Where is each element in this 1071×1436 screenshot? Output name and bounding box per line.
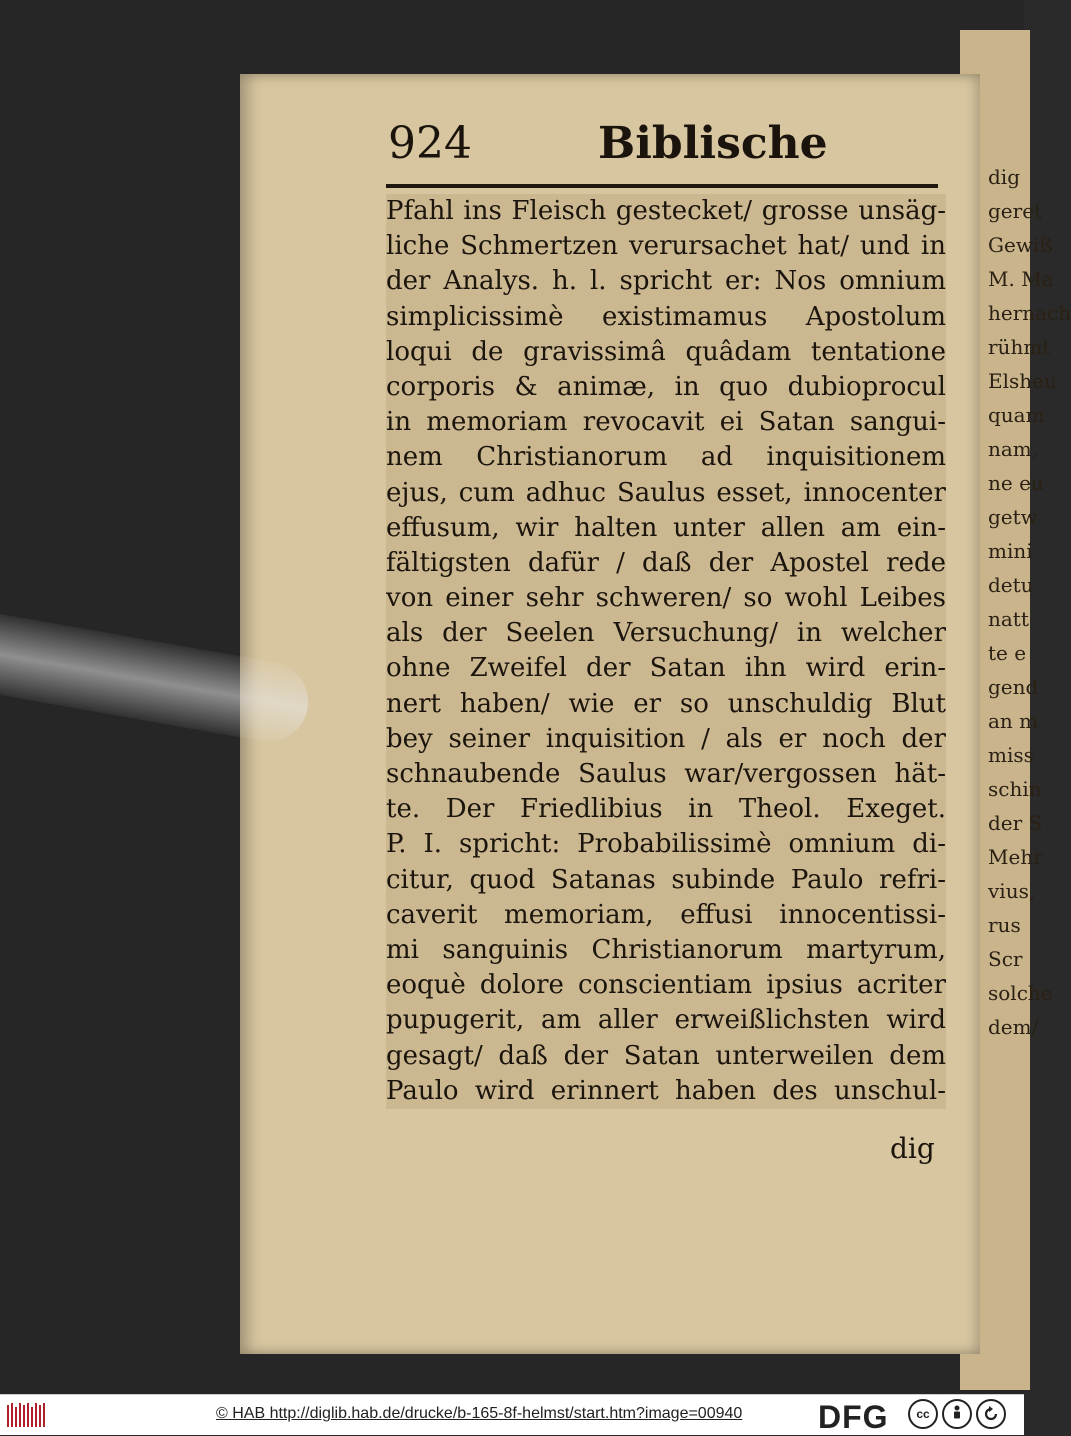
facing-page-line: detu [988, 573, 1034, 597]
by-icon [942, 1399, 972, 1431]
text-line: simplicissimè existimamus Apostolum [386, 301, 946, 332]
text-line: bey seiner inquisition / als er noch der [386, 723, 946, 754]
text-line: effusum, wir halten unter allen am ein- [386, 512, 946, 543]
facing-page-line: geret [988, 199, 1043, 223]
cc-icon: cc [908, 1399, 938, 1429]
facing-page-line: rus [988, 913, 1021, 937]
text-line: pupugerit, am aller erweißlichsten wird [386, 1005, 946, 1036]
text-line: liche Schmertzen verursachet hat/ und in [386, 231, 946, 262]
facing-page-line: te e [988, 641, 1027, 665]
header-rule [386, 184, 938, 188]
facing-page-line: Gewiß [988, 233, 1053, 257]
source-link[interactable]: © HAB http://diglib.hab.de/drucke/b-165-8f-helmst/start.htm?image=00940 [216, 1405, 743, 1422]
running-head [388, 118, 968, 178]
facing-page-line: gend [988, 675, 1039, 699]
text-line: citur, quod Satanas subinde Paulo refri- [386, 864, 946, 895]
facing-page-line: rühmt [988, 335, 1051, 359]
text-line: gesagt/ daß der Satan unterweilen dem [386, 1040, 946, 1071]
running-title: Biblische [598, 118, 828, 169]
facing-page-line: quam [988, 403, 1045, 427]
facing-page-line: miss [988, 743, 1034, 767]
text-line: mi sanguinis Christianorum martyrum, [386, 934, 946, 965]
facing-page-line: mini [988, 539, 1033, 563]
facing-page-line: schin [988, 777, 1042, 801]
facing-page-line: der S [988, 811, 1043, 835]
share-alike-icon [976, 1399, 1006, 1429]
text-line: als der Seelen Versuchung/ in welcher [386, 618, 946, 649]
text-line: ohne Zweifel der Satan ihn wird erin- [386, 653, 946, 684]
facing-page-line: nam, [988, 437, 1039, 461]
facing-page-line: dem/ [988, 1015, 1039, 1039]
text-line: nem Christianorum ad inquisitionem [386, 442, 946, 473]
hab-logo-icon [6, 1401, 46, 1429]
facing-page-line: M. Ma [988, 267, 1054, 291]
text-line: fältigsten dafür / daß der Apostel rede [386, 547, 946, 578]
facing-page-line: an m [988, 709, 1039, 733]
text-line: schnaubende Saulus war/vergossen hät- [386, 759, 946, 789]
facing-page-line: natt [988, 607, 1029, 631]
text-line: P. I. spricht: Probabilissimè omnium di- [386, 829, 946, 860]
cc-license[interactable] [908, 1399, 1006, 1431]
page-number: 924 [388, 118, 472, 169]
facing-page-line: Mehr [988, 845, 1043, 869]
dfg-logo: DFG [818, 1399, 889, 1435]
catchword: dig [890, 1132, 935, 1165]
body-text [386, 194, 946, 1109]
text-line: loqui de gravissimâ quâdam tentatione [386, 336, 946, 367]
facing-page-line: solche [988, 981, 1053, 1005]
facing-page-line: Elsheu [988, 369, 1057, 393]
facing-page-line: dig [988, 165, 1021, 189]
text-line: corporis & animæ, in quo dubioprocul [386, 371, 946, 402]
text-line: der Analys. h. l. spricht er: Nos omnium [386, 266, 946, 297]
footer-bar [0, 1394, 1024, 1435]
person-icon [942, 1399, 972, 1429]
facing-page-line: Scr [988, 947, 1023, 971]
text-line: caverit memoriam, effusi innocentissi- [386, 899, 946, 930]
facing-page-text [988, 160, 1071, 1044]
text-line: von einer sehr schweren/ so wohl Leibes [386, 583, 946, 614]
text-line: in memoriam revocavit ei Satan sangui- [386, 407, 946, 438]
text-line: Paulo wird erinnert haben des unschul- [386, 1075, 946, 1106]
sa-icon [976, 1399, 1006, 1431]
text-line: nert haben/ wie er so unschuldig Blut [386, 688, 946, 719]
facing-page-line: getw [988, 505, 1038, 529]
text-line: te. Der Friedlibius in Theol. Exeget. [386, 794, 946, 825]
book-page [240, 74, 980, 1354]
facing-page-line: vius, [988, 879, 1036, 903]
facing-page-line: hernach [988, 301, 1071, 325]
facing-page-line: ne eu [988, 471, 1044, 495]
text-line: ejus, cum adhuc Saulus esset, innocenter [386, 477, 946, 508]
text-line: Pfahl ins Fleisch gestecket/ grosse unsäg- [386, 196, 946, 226]
text-line: eoquè dolore conscientiam ipsius acriter [386, 970, 946, 1001]
